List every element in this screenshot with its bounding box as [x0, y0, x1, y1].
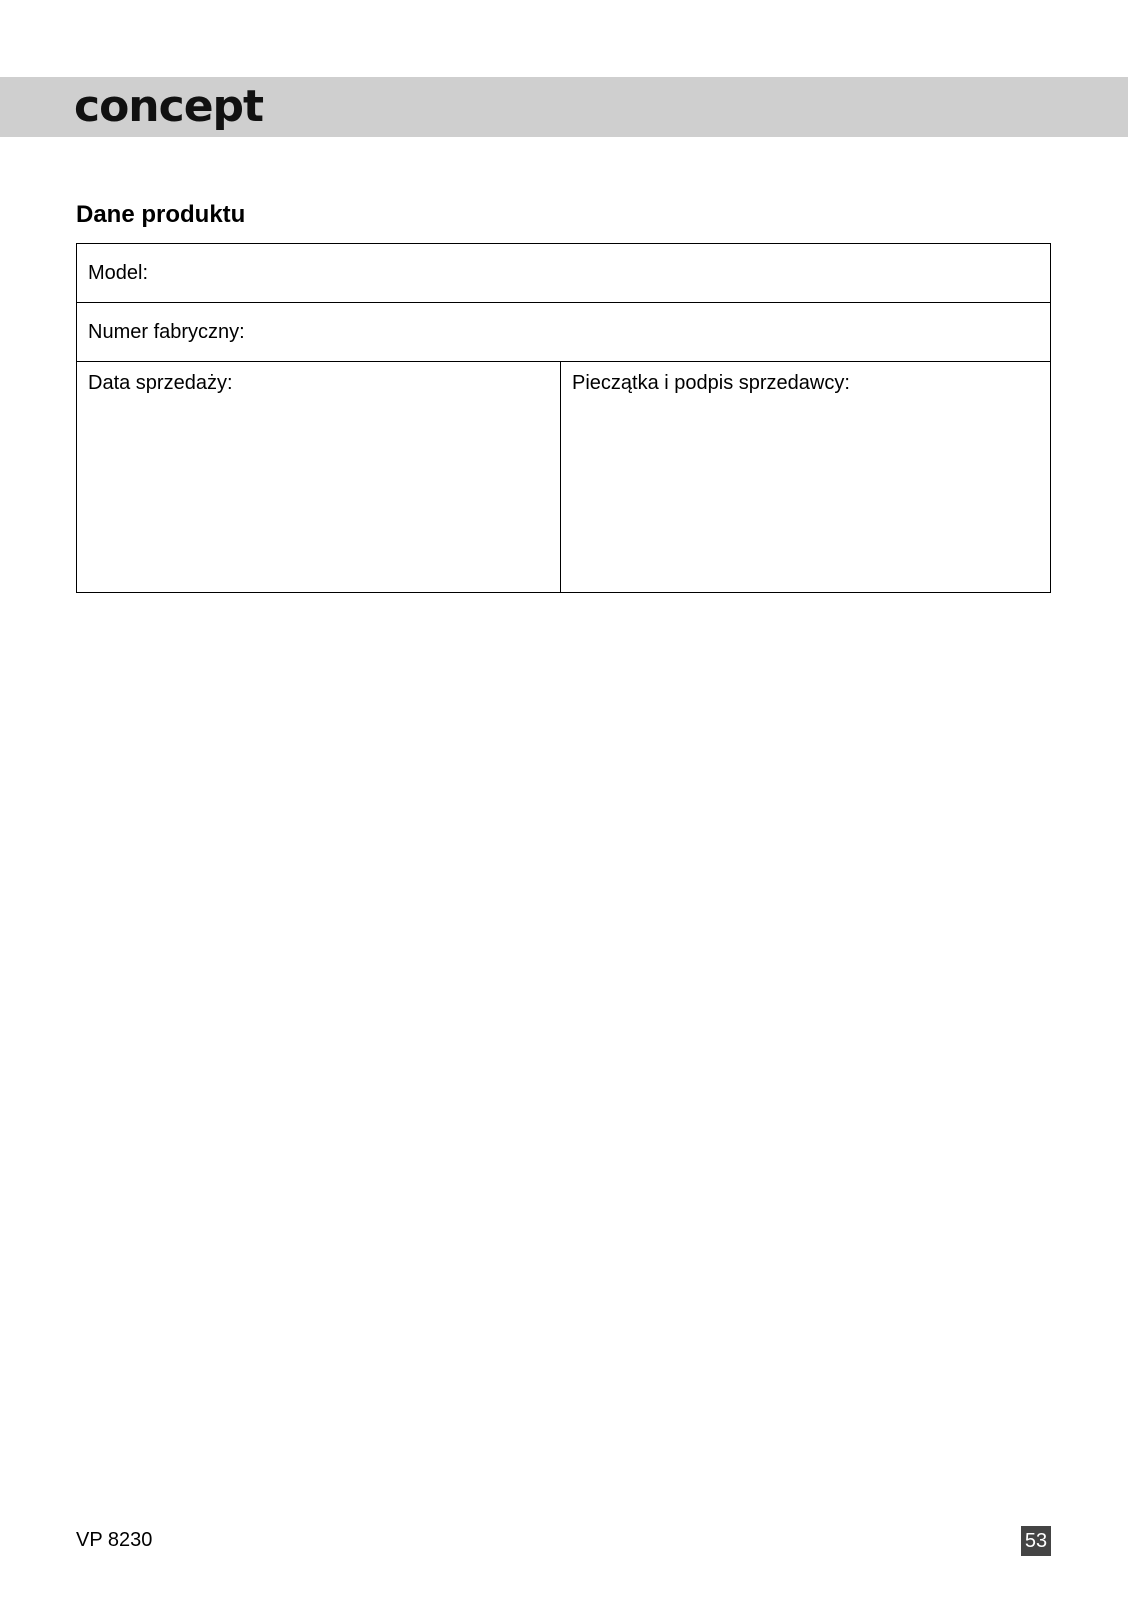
- sale-date-cell: [77, 362, 561, 593]
- model-label: Model:: [88, 261, 149, 284]
- serial-number-label: Numer fabryczny:: [88, 320, 245, 343]
- footer-model: VP 8230: [76, 1529, 153, 1551]
- product-data-table: [76, 243, 1051, 593]
- page-number: 53: [1021, 1526, 1051, 1556]
- seller-stamp-label: Pieczątka i podpis sprzedawcy:: [572, 372, 850, 394]
- concept-logo: concept: [74, 81, 264, 132]
- table-row: [77, 244, 1051, 303]
- table-row: [77, 362, 1051, 593]
- header-band: [0, 77, 1128, 137]
- serial-number-cell: [77, 303, 1051, 362]
- table-row: [77, 303, 1051, 362]
- sale-date-label: Data sprzedaży:: [88, 372, 233, 394]
- seller-stamp-cell: [561, 362, 1051, 593]
- section-title: Dane produktu: [76, 201, 246, 228]
- model-cell: [77, 244, 1051, 303]
